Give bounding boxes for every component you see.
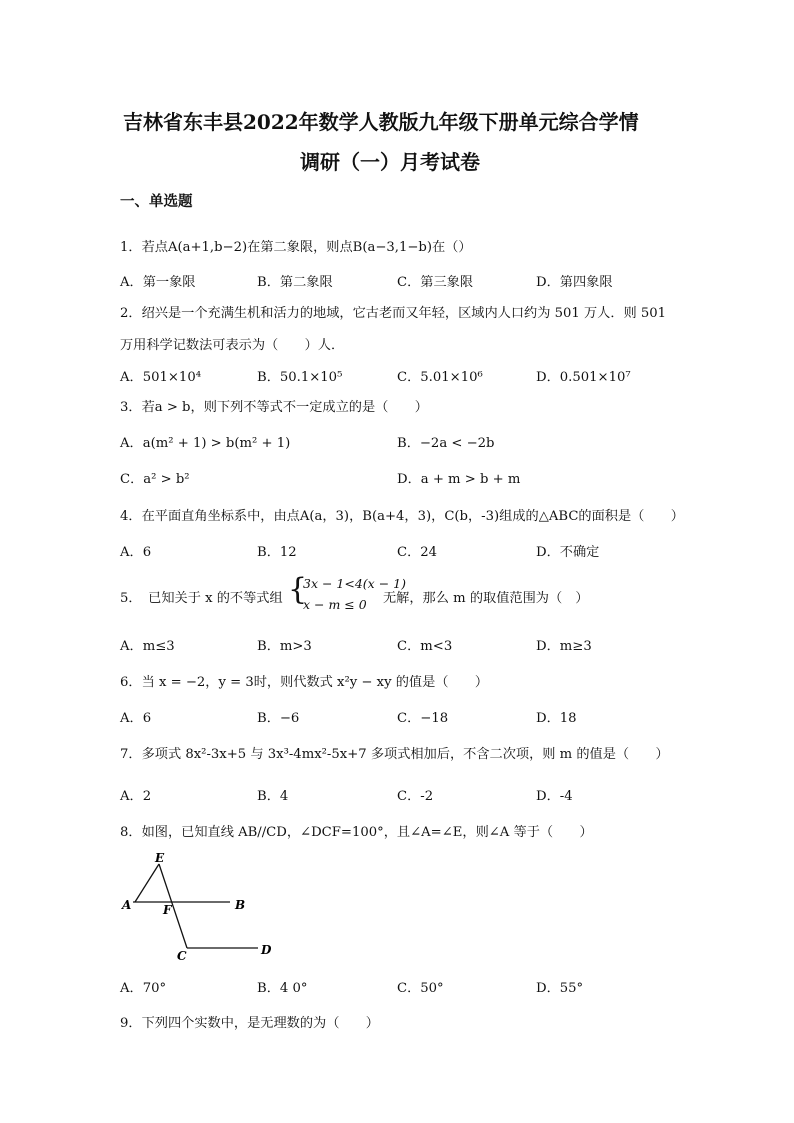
question-5-system-line2: x − m ≤ 0 (303, 597, 367, 612)
question-3-option-c: C．a² > b² (120, 472, 190, 487)
question-6-text: 6．当 x = −2，y = 3时，则代数式 x²y − xy 的值是（ ） (120, 675, 489, 690)
figure-label-c: C (177, 949, 187, 963)
section-heading-single-choice: 一、单选题 (120, 193, 193, 210)
system-brace: { (288, 572, 308, 607)
question-4-option-a: A．6 (120, 545, 152, 560)
question-7-text: 7．多项式 8x²-3x+5 与 3x³-4mx²-5x+7 多项式相加后，不含二次项，则 m 的值是（ ） (120, 747, 669, 762)
question-6-option-a: A．6 (120, 711, 152, 726)
question-3-text: 3．若a > b，则下列不等式不一定成立的是（ ） (120, 400, 428, 415)
question-3-option-d: D．a + m > b + m (397, 472, 521, 487)
question-2-option-b: B．50.1×10⁵ (257, 370, 343, 385)
question-6-option-c: C．−18 (397, 711, 449, 726)
question-5-system-line1: 3x − 1<4(x − 1) (303, 576, 406, 591)
question-9-text: 9．下列四个实数中，是无理数的为（ ） (120, 1016, 379, 1031)
figure-label-a: A (122, 898, 132, 912)
question-1-option-b: B．第二象限 (257, 275, 333, 290)
question-8-option-b: B．4 0° (257, 981, 308, 996)
question-1-option-a: A．第一象限 (120, 275, 196, 290)
question-5-prefix: 5． 已知关于 x 的不等式组 (120, 591, 283, 606)
figure-label-d: D (261, 943, 272, 957)
question-6-option-b: B．−6 (257, 711, 300, 726)
question-2-option-a: A．501×10⁴ (120, 370, 201, 385)
question-8-text: 8．如图，已知直线 AB//CD，∠DCF=100°，且∠A=∠E，则∠A 等于（ ） (120, 825, 593, 840)
question-1-text: 1．若点A(a+1,b−2)在第二象限，则点B(a−3,1−b)在（） (120, 240, 472, 255)
exam-title-line2: 调研（一）月考试卷 (300, 150, 480, 174)
question-1-option-d: D．第四象限 (536, 275, 613, 290)
question-7-option-b: B．4 (257, 789, 289, 804)
question-3-option-a: A．a(m² + 1) > b(m² + 1) (120, 436, 291, 451)
question-7-option-a: A．2 (120, 789, 152, 804)
question-5-option-c: C．m<3 (397, 639, 453, 654)
question-2-option-d: D．0.501×10⁷ (536, 370, 631, 385)
line-ae (135, 864, 159, 902)
figure-label-f: F (163, 903, 172, 917)
figure-label-b: B (235, 898, 246, 912)
question-2-option-c: C．5.01×10⁶ (397, 370, 483, 385)
question-4-option-b: B．12 (257, 545, 297, 560)
question-1-option-c: C．第三象限 (397, 275, 474, 290)
question-3-option-b: B．−2a < −2b (397, 436, 495, 451)
question-6-option-d: D．18 (536, 711, 577, 726)
question-4-option-d: D．不确定 (536, 545, 600, 560)
question-4-option-c: C．24 (397, 545, 438, 560)
question-8-option-a: A．70° (120, 981, 167, 996)
question-5-option-b: B．m>3 (257, 639, 312, 654)
question-5-option-a: A．m≤3 (120, 639, 175, 654)
question-2-text-line1: 2．绍兴是一个充满生机和活力的地域，它古老而又年轻，区域内人口约为 501 万人．则 501 (120, 306, 667, 321)
question-8-option-c: C．50° (397, 981, 444, 996)
question-7-option-d: D．-4 (536, 789, 573, 804)
question-8-option-d: D．55° (536, 981, 584, 996)
question-7-option-c: C．-2 (397, 789, 434, 804)
question-5-option-d: D．m≥3 (536, 639, 592, 654)
question-2-text-line2: 万用科学记数法可表示为（ ）人． (120, 338, 345, 353)
exam-title-line1: 吉林省东丰县2022年数学人教版九年级下册单元综合学情 (123, 110, 639, 134)
question-4-text: 4．在平面直角坐标系中，由点A(a，3)，B(a+4，3)，C(b，-3)组成的△ABC的面积是（ ） (120, 509, 684, 524)
question-5-suffix: 无解，那么 m 的取值范围为（ ） (383, 591, 589, 606)
parallel-lines-figure (115, 850, 285, 965)
figure-label-e: E (155, 851, 165, 865)
